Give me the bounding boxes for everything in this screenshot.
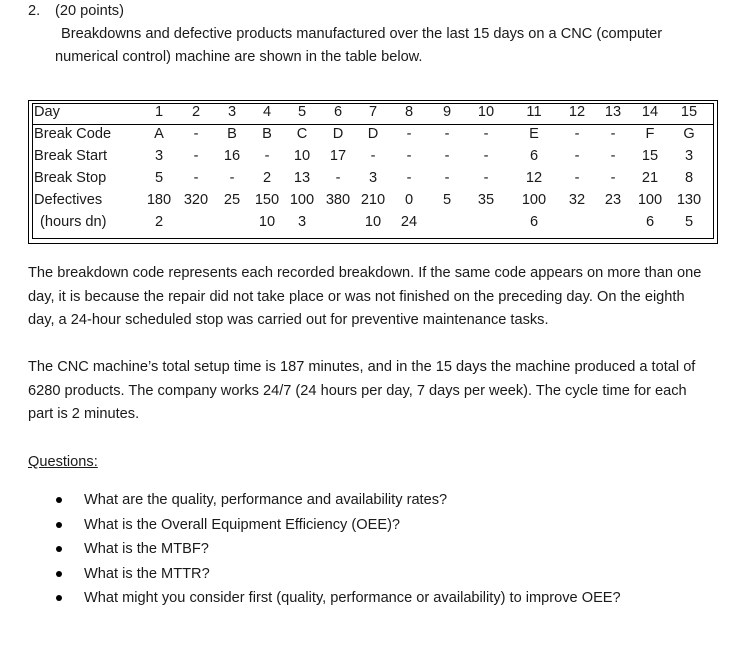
cell-break-stop-day-12: - — [574, 170, 580, 186]
cell-break-stop-day-5: 13 — [293, 170, 311, 186]
bullet-icon — [56, 571, 62, 577]
cell-break-stop-day-15: 8 — [684, 170, 694, 186]
cell-break-start-day-1: 3 — [154, 148, 164, 164]
cell-break-start-day-15: 3 — [684, 148, 694, 164]
cell-defectives-day-7: 210 — [360, 192, 386, 208]
problem-number: 2. — [28, 3, 41, 19]
cell-break-code-day-15: G — [683, 126, 695, 142]
cell-break-stop-day-14: 21 — [641, 170, 659, 186]
cell-defectives-day-3: 25 — [223, 192, 241, 208]
paragraph-breakdown-code — [28, 262, 701, 333]
row-label-defectives: Defectives — [34, 192, 103, 208]
cell-day-day-2: 2 — [191, 104, 201, 120]
cell-break-code-day-2: - — [193, 126, 199, 142]
cell-break-code-day-11: E — [529, 126, 539, 142]
cell-day-day-10: 10 — [477, 104, 495, 120]
cell-break-stop-day-11: 12 — [525, 170, 543, 186]
cell-break-start-day-12: - — [574, 148, 580, 164]
cell-break-stop-day-9: - — [444, 170, 450, 186]
cell-defectives-day-1: 180 — [146, 192, 172, 208]
cell-defectives-day-11: 100 — [521, 192, 547, 208]
cell-defectives-day-6: 380 — [325, 192, 351, 208]
cell-break-code-day-6: D — [332, 126, 344, 142]
row-label-break-stop: Break Stop — [34, 170, 107, 186]
cell-hours-down-day-14: 6 — [645, 214, 655, 230]
paragraph-2-line-1: The CNC machine’s total setup time is 187 minutes, and in the 15 days the machine produced a total of — [28, 359, 696, 375]
problem-points: (20 points) — [55, 3, 124, 19]
cell-defectives-day-15: 130 — [676, 192, 702, 208]
cell-day-day-13: 13 — [604, 104, 622, 120]
intro-line-2: numerical control) machine are shown in the table below. — [55, 49, 423, 65]
paragraph-2-line-3: part is 2 minutes. — [28, 406, 140, 422]
row-label-day: Day — [34, 104, 60, 120]
cell-break-start-day-2: - — [193, 148, 199, 164]
cell-break-stop-day-10: - — [483, 170, 489, 186]
cell-break-start-day-9: - — [444, 148, 450, 164]
cell-defectives-day-5: 100 — [289, 192, 315, 208]
row-label-hours-down: (hours dn) — [40, 214, 107, 230]
cell-break-stop-day-4: 2 — [262, 170, 272, 186]
cell-break-start-day-4: - — [264, 148, 270, 164]
cell-break-start-day-6: 17 — [329, 148, 347, 164]
cell-break-code-day-3: B — [227, 126, 237, 142]
question-text: What is the Overall Equipment Efficiency (OEE)? — [84, 516, 401, 533]
cell-day-day-15: 15 — [680, 104, 698, 120]
cell-break-code-day-1: A — [154, 126, 164, 142]
cell-day-day-12: 12 — [568, 104, 586, 120]
cell-break-start-day-13: - — [610, 148, 616, 164]
cell-break-start-day-7: - — [370, 148, 376, 164]
cell-break-stop-day-13: - — [610, 170, 616, 186]
cell-defectives-day-10: 35 — [477, 192, 495, 208]
cell-break-stop-day-2: - — [193, 170, 199, 186]
row-label-break-code: Break Code — [34, 126, 112, 142]
cell-day-day-3: 3 — [227, 104, 237, 120]
cell-break-start-day-10: - — [483, 148, 489, 164]
cell-day-day-14: 14 — [641, 104, 659, 120]
bullet-icon — [56, 546, 62, 552]
cell-break-start-day-3: 16 — [223, 148, 241, 164]
cell-break-code-day-10: - — [483, 126, 489, 142]
question-text: What is the MTTR? — [84, 565, 210, 582]
paragraph-1-line-1: The breakdown code represents each recorded breakdown. If the same code appears on more than one — [28, 265, 702, 281]
cell-break-code-day-5: C — [296, 126, 308, 142]
cell-defectives-day-8: 0 — [404, 192, 414, 208]
cell-break-code-day-13: - — [610, 126, 616, 142]
intro-line-1: Breakdowns and defective products manufactured over the last 15 days on a CNC (computer — [61, 26, 663, 42]
cell-hours-down-day-7: 10 — [364, 214, 382, 230]
cell-day-day-5: 5 — [297, 104, 307, 120]
cell-hours-down-day-5: 3 — [297, 214, 307, 230]
cell-day-day-4: 4 — [262, 104, 272, 120]
cell-break-code-day-9: - — [444, 126, 450, 142]
cell-break-code-day-12: - — [574, 126, 580, 142]
cell-break-start-day-8: - — [406, 148, 412, 164]
cell-hours-down-day-11: 6 — [529, 214, 539, 230]
question-text: What are the quality, performance and availability rates? — [84, 492, 448, 508]
cell-hours-down-day-15: 5 — [684, 214, 694, 230]
cell-break-stop-day-8: - — [406, 170, 412, 186]
paragraph-setup-time — [28, 356, 695, 427]
cell-day-day-7: 7 — [368, 104, 378, 120]
question-text: What might you consider first (quality, performance or availability) to improve OEE? — [84, 590, 621, 607]
cell-break-stop-day-3: - — [229, 170, 235, 186]
questions-heading: Questions: — [28, 454, 98, 470]
cell-break-code-day-7: D — [367, 126, 379, 142]
cell-break-code-day-8: - — [406, 126, 412, 142]
cell-break-code-day-4: B — [262, 126, 272, 142]
cell-break-stop-day-1: 5 — [154, 170, 164, 186]
cell-break-code-day-14: F — [645, 126, 655, 142]
table-header-divider — [32, 124, 714, 125]
cell-break-start-day-11: 6 — [529, 148, 539, 164]
cell-break-start-day-14: 15 — [641, 148, 659, 164]
cell-break-stop-day-6: - — [335, 170, 341, 186]
cell-day-day-9: 9 — [442, 104, 452, 120]
cell-defectives-day-14: 100 — [637, 192, 663, 208]
bullet-icon — [56, 497, 62, 503]
cell-day-day-8: 8 — [404, 104, 414, 120]
cell-defectives-day-12: 32 — [568, 192, 586, 208]
paragraph-2-line-2: 6280 products. The company works 24/7 (24 hours per day, 7 days per week). The cycle time for each — [28, 382, 687, 399]
cell-hours-down-day-8: 24 — [400, 214, 418, 230]
bullet-icon — [56, 595, 62, 601]
row-label-break-start: Break Start — [34, 148, 107, 164]
cell-hours-down-day-1: 2 — [154, 214, 164, 230]
cell-defectives-day-9: 5 — [442, 192, 452, 208]
paragraph-1-line-3: day, a 24-hour scheduled stop was carried out for preventive maintenance tasks. — [28, 312, 549, 328]
cell-day-day-11: 11 — [526, 104, 542, 120]
cell-break-start-day-5: 10 — [293, 148, 311, 164]
bullet-icon — [56, 522, 62, 528]
paragraph-1-line-2: day, it is because the repair did not take place or was not finished on the preceding day. On the eighth — [28, 288, 685, 305]
cell-break-stop-day-7: 3 — [368, 170, 378, 186]
cell-day-day-1: 1 — [154, 104, 164, 120]
cell-defectives-day-4: 150 — [254, 192, 280, 208]
cell-hours-down-day-4: 10 — [258, 214, 276, 230]
cell-defectives-day-2: 320 — [183, 192, 209, 208]
question-text: What is the MTBF? — [84, 541, 209, 558]
cell-day-day-6: 6 — [333, 104, 343, 120]
cell-defectives-day-13: 23 — [604, 192, 622, 208]
